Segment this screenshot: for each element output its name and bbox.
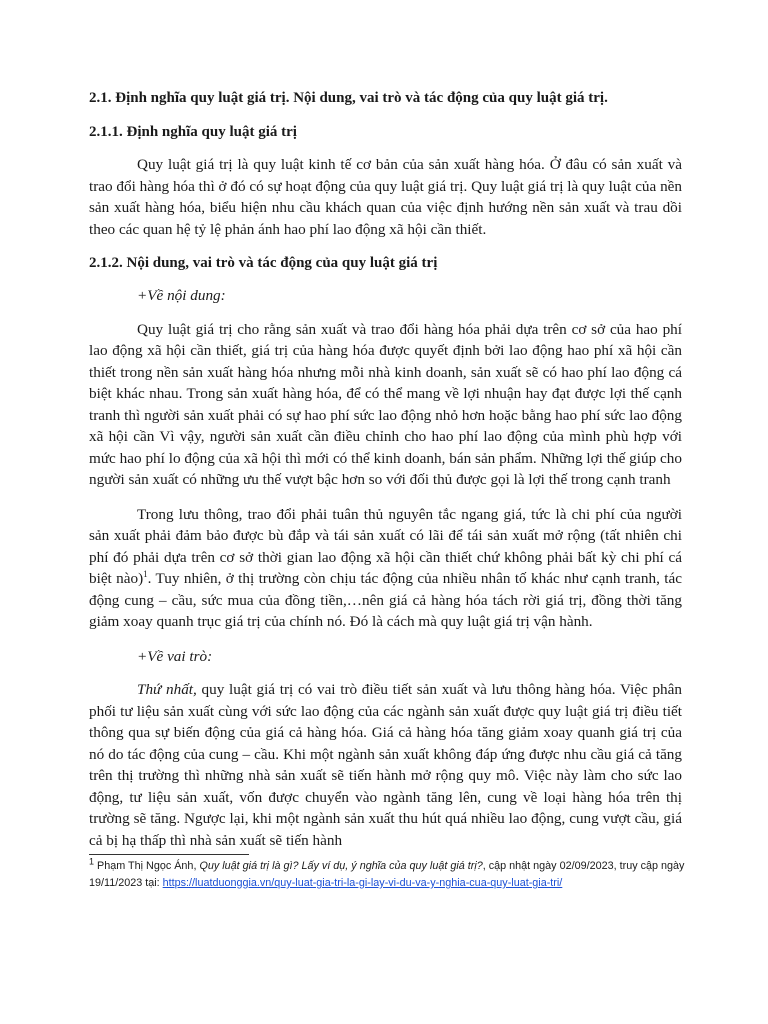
paragraph-role-lead: Thứ nhất, — [137, 681, 197, 698]
footnote-title: Quy luật giá trị là gì? Lấy ví dụ, ý nghĩa của quy luật giá trị? — [199, 860, 483, 872]
paragraph-definition: Quy luật giá trị là quy luật kinh tế cơ bản của sản xuất hàng hóa. Ở đâu có sản xuất và trao đổi hàng hóa thì ở đó có sự hoạt động của quy luật giá trị. Quy luật giá trị là quy luật của nền sản xuất hàng hóa, biểu hiện nhu cầu khách quan của việc định hướng nền sản xuất và trau dồi theo các quan hệ tỷ lệ phản ánh hao phí lao động xã hội cần thiết. — [89, 156, 682, 238]
footnote-number: 1 — [89, 856, 95, 867]
paragraph-content-1: Quy luật giá trị cho rằng sản xuất và trao đổi hàng hóa phải dựa trên cơ sở của hao phí lao động xã hội cần thiết, giá trị của hàng hóa được quyết định bởi lao động hao phí xã hội cần thiết trong nền sản xuất hàng hóa nhưng mỗi nhà kinh doanh, sản xuất sẽ có hao phí lao động cá biệt khác nhau. Trong sản xuất hàng hóa, để có thể mang về lợi nhuận hay đạt được lợi thế cạnh tranh thì người sản xuất phải có sự hao phí sức lao động nhỏ hơn hoặc bằng hao phí sức lao động xã hội cần Vì vậy, người sản xuất cần điều chỉnh cho hao phí lao động của mình phù hợp với mức hao phí lo động của xã hội thì mới có thể kinh doanh, bán sản phẩm. Những lợi thế giúp cho người sản xuất có những ưu thế vượt bậc hơn so với đối thủ được gọi là lợi thế trong cạnh tranh — [89, 320, 682, 488]
subheading-content: +Về nội dung: — [137, 287, 226, 304]
paragraph-content-2-part-a: Trong lưu thông, trao đổi phải tuân thủ nguyên tắc ngang giá, tức là chi phí của người sản xuất phải đảm bảo được bù đắp và tái sản xuất có lãi để tái sản xuất mở rộng (tất nhiên chi phí đó phải dựa trên cơ sở thời gian lao động xã hội cần thiết chứ không phải bất kỳ chi phí cá biệt nào) — [89, 505, 682, 587]
heading-section-2-1: 2.1. Định nghĩa quy luật giá trị. Nội dung, vai trò và tác động của quy luật giá trị. — [89, 90, 608, 106]
paragraph-role-1 — [89, 679, 682, 851]
footnote — [89, 858, 689, 892]
heading-section-2-1-1: 2.1.1. Định nghĩa quy luật giá trị — [89, 124, 297, 140]
footnote-link[interactable]: https://luatduonggia.vn/quy-luat-gia-tri-la-gi-lay-vi-du-va-y-nghia-cua-quy-luat-gia-tri/ — [162, 877, 563, 889]
footnote-reference[interactable]: 1 — [143, 568, 148, 579]
paragraph-content-2 — [89, 504, 682, 633]
footnote-author: Phạm Thị Ngọc Ánh, — [94, 860, 200, 872]
subheading-role: +Về vai trò: — [137, 647, 213, 665]
footnote-separator — [89, 854, 249, 855]
paragraph-content-2-part-b: . Tuy nhiên, ở thị trường còn chịu tác động của nhiều nhân tố khác như cạnh tranh, tác động cung – cầu, sức mua của đồng tiền,…nên giá cả hàng hóa tách rời giá trị, đồng thời tăng giảm xoay quanh trục giá trị của chính nó. Đó là cách mà quy luật giá trị vận hành. — [89, 570, 682, 630]
paragraph-role-body: quy luật giá trị có vai trò điều tiết sản xuất và lưu thông hàng hóa. Việc phân phối tư liệu sản xuất cùng với sức lao động của các ngành sản xuất được quy luật giá trị điều tiết thông qua sự biến động của giá cả hàng hóa. Giá cả hàng hóa tăng giảm xoay quanh giá trị của nó do tác động của cung – cầu. Khi một ngành sản xuất không đáp ứng được nhu cầu giá cả tăng trên thị trường thì những nhà sản xuất sẽ tiến hành mở rộng quy mô. Việc này làm cho sức lao động, tư liệu sản xuất, vốn được chuyển vào ngành tăng lên, cung về loại hàng hóa trên thị trường sẽ tăng. Ngược lại, khi một ngành sản xuất thu hút quá nhiều lao động, cung vượt cầu, giá cả bị hạ thấp thì nhà sản xuất sẽ tiến hành — [89, 681, 682, 849]
heading-section-2-1-2: 2.1.2. Nội dung, vai trò và tác động của quy luật giá trị — [89, 255, 438, 271]
footnote-details: , cập nhật ngày 02/09/2023, truy cập ngày 19/11/2023 tại: — [89, 860, 685, 889]
